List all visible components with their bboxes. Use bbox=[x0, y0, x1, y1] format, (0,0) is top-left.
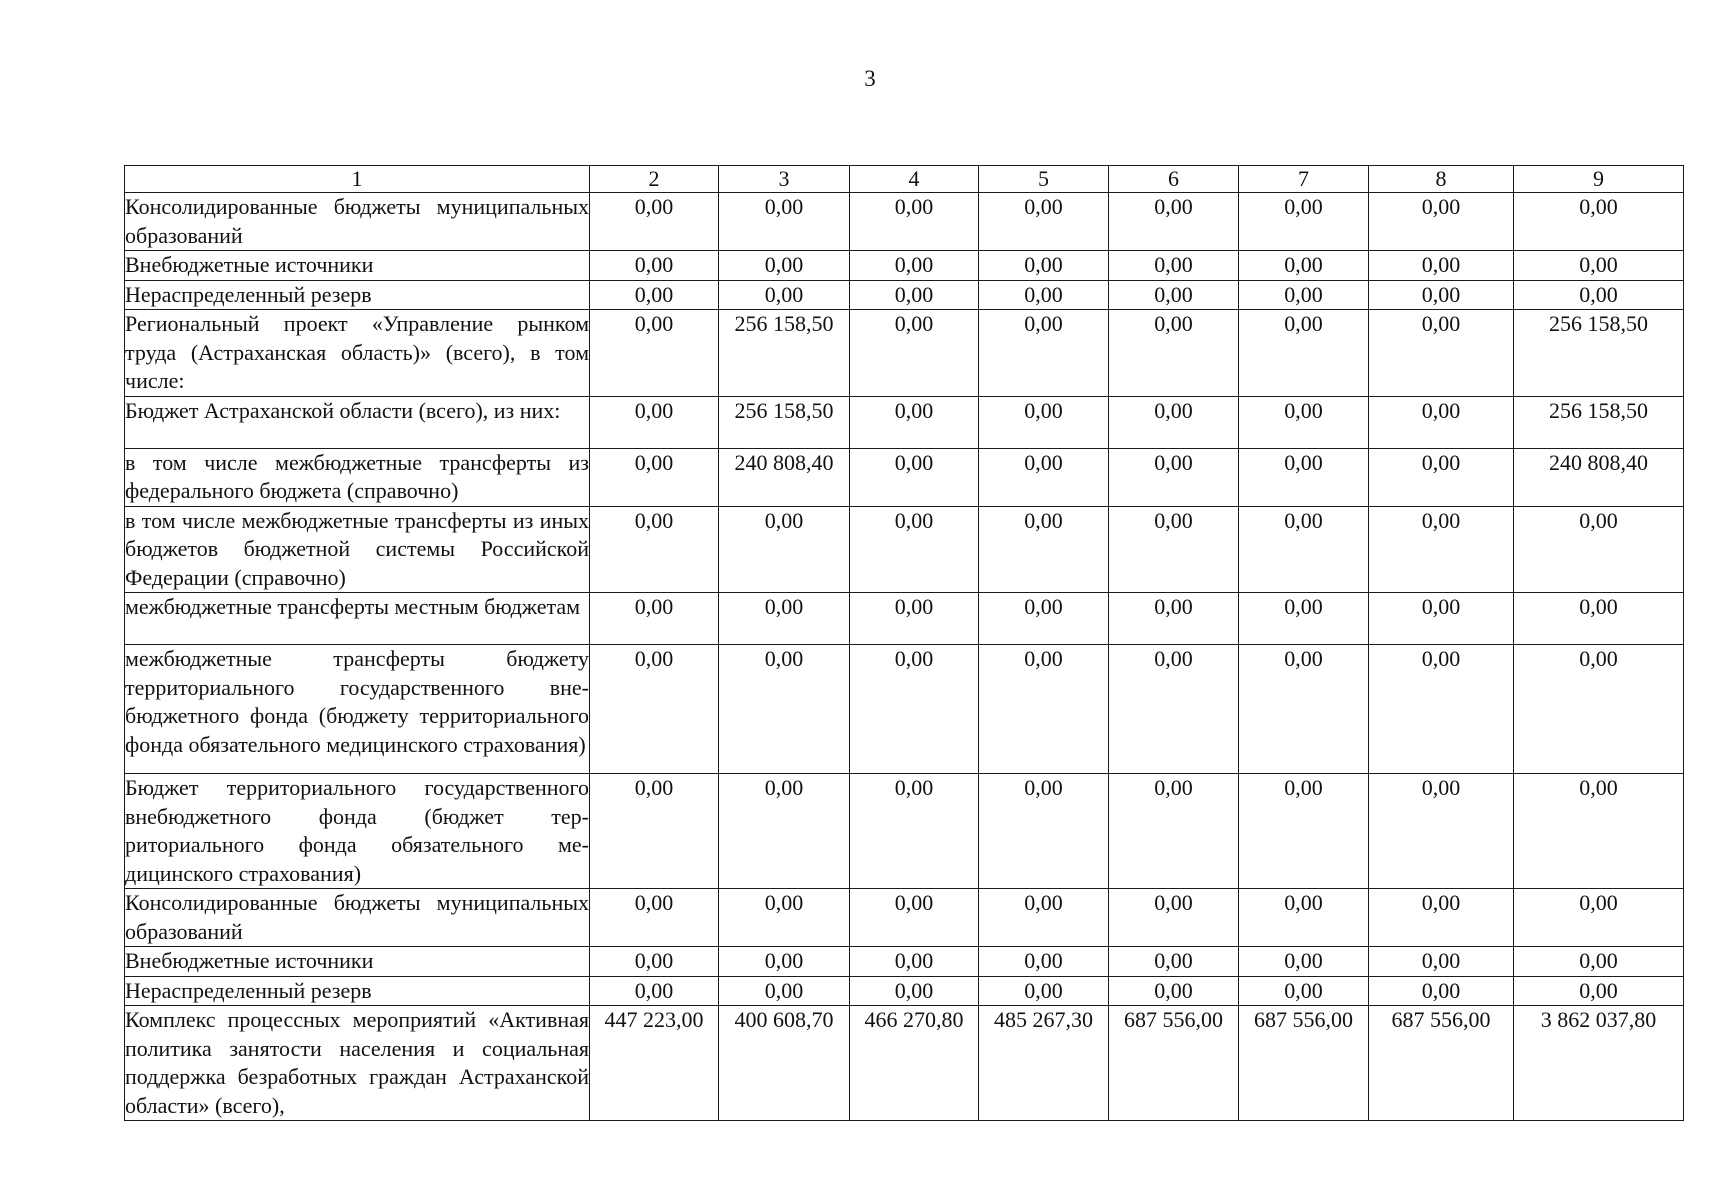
cell-value: 0,00 bbox=[1514, 889, 1684, 947]
cell-value: 0,00 bbox=[850, 396, 979, 448]
cell-value: 0,00 bbox=[979, 889, 1109, 947]
table-row bbox=[125, 889, 1684, 947]
column-header-3: 3 bbox=[719, 166, 850, 193]
cell-value: 0,00 bbox=[1109, 193, 1239, 251]
table-body bbox=[125, 193, 1684, 1121]
cell-value: 0,00 bbox=[1369, 396, 1514, 448]
cell-value: 0,00 bbox=[1514, 645, 1684, 774]
cell-value: 0,00 bbox=[590, 506, 719, 593]
cell-value: 0,00 bbox=[850, 251, 979, 281]
cell-value: 256 158,50 bbox=[1514, 310, 1684, 397]
table-row bbox=[125, 1006, 1684, 1121]
row-label: в том числе межбюджетные трансферты из федерального бюджета (справочно) bbox=[125, 448, 590, 506]
cell-value: 240 808,40 bbox=[1514, 448, 1684, 506]
table-row bbox=[125, 396, 1684, 448]
cell-value: 0,00 bbox=[1239, 774, 1369, 889]
column-header-9: 9 bbox=[1514, 166, 1684, 193]
cell-value: 0,00 bbox=[1514, 251, 1684, 281]
cell-value: 0,00 bbox=[719, 193, 850, 251]
cell-value: 0,00 bbox=[1109, 396, 1239, 448]
cell-value: 0,00 bbox=[1109, 506, 1239, 593]
cell-value: 0,00 bbox=[850, 448, 979, 506]
cell-value: 0,00 bbox=[719, 280, 850, 310]
column-header-5: 5 bbox=[979, 166, 1109, 193]
cell-value: 0,00 bbox=[719, 976, 850, 1006]
column-header-6: 6 bbox=[1109, 166, 1239, 193]
cell-value: 0,00 bbox=[1514, 976, 1684, 1006]
cell-value: 0,00 bbox=[719, 506, 850, 593]
cell-value: 0,00 bbox=[1514, 593, 1684, 645]
cell-value: 0,00 bbox=[719, 593, 850, 645]
page-number: 3 bbox=[864, 66, 876, 91]
row-label: Региональный проект «Управление рынком труда (Астраханская область)» (всего), в том числе: bbox=[125, 310, 590, 397]
cell-value: 256 158,50 bbox=[1514, 396, 1684, 448]
cell-value: 0,00 bbox=[719, 947, 850, 977]
cell-value: 0,00 bbox=[1109, 448, 1239, 506]
table-row bbox=[125, 251, 1684, 281]
cell-value: 256 158,50 bbox=[719, 310, 850, 397]
cell-value: 485 267,30 bbox=[979, 1006, 1109, 1121]
cell-value: 0,00 bbox=[1109, 976, 1239, 1006]
cell-value: 0,00 bbox=[1239, 889, 1369, 947]
cell-value: 0,00 bbox=[1239, 947, 1369, 977]
cell-value: 0,00 bbox=[1369, 889, 1514, 947]
cell-value: 0,00 bbox=[1514, 193, 1684, 251]
cell-value: 0,00 bbox=[1239, 593, 1369, 645]
cell-value: 0,00 bbox=[1369, 593, 1514, 645]
column-header-4: 4 bbox=[850, 166, 979, 193]
cell-value: 0,00 bbox=[1109, 280, 1239, 310]
cell-value: 0,00 bbox=[979, 251, 1109, 281]
cell-value: 0,00 bbox=[1239, 396, 1369, 448]
row-label: Комплекс процессных мероприятий «Активная политика занятости населения и социальная поддержка безработных граждан Астраханской области» (всего), bbox=[125, 1006, 590, 1121]
cell-value: 0,00 bbox=[1109, 774, 1239, 889]
cell-value: 0,00 bbox=[850, 947, 979, 977]
cell-value: 240 808,40 bbox=[719, 448, 850, 506]
row-label: межбюджетные трансферты местным бюджетам bbox=[125, 593, 590, 645]
cell-value: 0,00 bbox=[850, 310, 979, 397]
cell-value: 0,00 bbox=[590, 976, 719, 1006]
cell-value: 0,00 bbox=[850, 193, 979, 251]
row-label: Бюджет территориального государственного внебюджетного фонда (бюджет территориального фонда обязательного медицинского страхования) bbox=[125, 774, 590, 889]
row-label: межбюджетные трансферты бюджету территориального государственного внебюджетного фонда (бюджету территориального фонда обязательного медицинского страхования) bbox=[125, 645, 590, 774]
cell-value: 0,00 bbox=[1369, 976, 1514, 1006]
cell-value: 0,00 bbox=[1369, 193, 1514, 251]
cell-value: 0,00 bbox=[850, 506, 979, 593]
table-row bbox=[125, 193, 1684, 251]
cell-value: 0,00 bbox=[1109, 645, 1239, 774]
cell-value: 0,00 bbox=[979, 506, 1109, 593]
table-row bbox=[125, 593, 1684, 645]
row-label: Консолидированные бюджеты муниципальных образований bbox=[125, 193, 590, 251]
cell-value: 0,00 bbox=[850, 774, 979, 889]
table-row bbox=[125, 645, 1684, 774]
row-label: Внебюджетные источники bbox=[125, 947, 590, 977]
cell-value: 0,00 bbox=[1239, 251, 1369, 281]
cell-value: 0,00 bbox=[850, 593, 979, 645]
cell-value: 0,00 bbox=[590, 396, 719, 448]
row-label: Нераспределенный резерв bbox=[125, 280, 590, 310]
cell-value: 0,00 bbox=[1369, 251, 1514, 281]
cell-value: 0,00 bbox=[1109, 251, 1239, 281]
cell-value: 0,00 bbox=[1369, 310, 1514, 397]
cell-value: 0,00 bbox=[979, 645, 1109, 774]
row-label: Бюджет Астраханской области (всего), из них: bbox=[125, 396, 590, 448]
table-row bbox=[125, 976, 1684, 1006]
cell-value: 0,00 bbox=[979, 593, 1109, 645]
cell-value: 0,00 bbox=[1239, 310, 1369, 397]
cell-value: 0,00 bbox=[590, 251, 719, 281]
cell-value: 466 270,80 bbox=[850, 1006, 979, 1121]
table-row bbox=[125, 448, 1684, 506]
budget-table bbox=[124, 165, 1684, 1121]
cell-value: 0,00 bbox=[850, 280, 979, 310]
cell-value: 0,00 bbox=[1514, 280, 1684, 310]
cell-value: 0,00 bbox=[590, 889, 719, 947]
table-header bbox=[125, 166, 1684, 193]
cell-value: 0,00 bbox=[590, 448, 719, 506]
table-row bbox=[125, 310, 1684, 397]
column-header-7: 7 bbox=[1239, 166, 1369, 193]
cell-value: 0,00 bbox=[979, 280, 1109, 310]
cell-value: 0,00 bbox=[1109, 889, 1239, 947]
cell-value: 687 556,00 bbox=[1109, 1006, 1239, 1121]
row-label: Внебюджетные источники bbox=[125, 251, 590, 281]
cell-value: 0,00 bbox=[979, 448, 1109, 506]
table-row bbox=[125, 506, 1684, 593]
cell-value: 0,00 bbox=[1514, 506, 1684, 593]
cell-value: 0,00 bbox=[590, 645, 719, 774]
cell-value: 0,00 bbox=[979, 976, 1109, 1006]
cell-value: 0,00 bbox=[719, 251, 850, 281]
cell-value: 0,00 bbox=[850, 889, 979, 947]
header-row bbox=[125, 166, 1684, 193]
cell-value: 0,00 bbox=[979, 396, 1109, 448]
cell-value: 0,00 bbox=[590, 193, 719, 251]
cell-value: 0,00 bbox=[1369, 774, 1514, 889]
cell-value: 0,00 bbox=[719, 774, 850, 889]
cell-value: 0,00 bbox=[590, 774, 719, 889]
row-label: Нераспределенный резерв bbox=[125, 976, 590, 1006]
cell-value: 0,00 bbox=[1239, 976, 1369, 1006]
cell-value: 0,00 bbox=[590, 310, 719, 397]
cell-value: 0,00 bbox=[1239, 506, 1369, 593]
cell-value: 0,00 bbox=[1369, 280, 1514, 310]
cell-value: 0,00 bbox=[850, 976, 979, 1006]
row-label: Консолидированные бюджеты муниципальных образований bbox=[125, 889, 590, 947]
cell-value: 0,00 bbox=[1239, 280, 1369, 310]
cell-value: 0,00 bbox=[979, 193, 1109, 251]
cell-value: 0,00 bbox=[1239, 193, 1369, 251]
cell-value: 687 556,00 bbox=[1369, 1006, 1514, 1121]
cell-value: 0,00 bbox=[1109, 593, 1239, 645]
cell-value: 0,00 bbox=[850, 645, 979, 774]
row-label: в том числе межбюджетные трансферты из иных бюджетов бюджетной системы Российской Федерации (справочно) bbox=[125, 506, 590, 593]
table-row bbox=[125, 280, 1684, 310]
cell-value: 0,00 bbox=[1369, 448, 1514, 506]
cell-value: 0,00 bbox=[1369, 947, 1514, 977]
cell-value: 0,00 bbox=[590, 593, 719, 645]
cell-value: 0,00 bbox=[1109, 947, 1239, 977]
cell-value: 0,00 bbox=[1369, 506, 1514, 593]
cell-value: 447 223,00 bbox=[590, 1006, 719, 1121]
column-header-1: 1 bbox=[125, 166, 590, 193]
table-row bbox=[125, 947, 1684, 977]
cell-value: 0,00 bbox=[979, 947, 1109, 977]
cell-value: 0,00 bbox=[590, 947, 719, 977]
cell-value: 0,00 bbox=[979, 774, 1109, 889]
cell-value: 400 608,70 bbox=[719, 1006, 850, 1121]
cell-value: 256 158,50 bbox=[719, 396, 850, 448]
cell-value: 0,00 bbox=[979, 310, 1109, 397]
table-row bbox=[125, 774, 1684, 889]
column-header-8: 8 bbox=[1369, 166, 1514, 193]
cell-value: 0,00 bbox=[719, 645, 850, 774]
cell-value: 0,00 bbox=[1239, 448, 1369, 506]
cell-value: 0,00 bbox=[1514, 947, 1684, 977]
cell-value: 687 556,00 bbox=[1239, 1006, 1369, 1121]
cell-value: 0,00 bbox=[1109, 310, 1239, 397]
cell-value: 0,00 bbox=[1514, 774, 1684, 889]
cell-value: 0,00 bbox=[719, 889, 850, 947]
cell-value: 0,00 bbox=[1239, 645, 1369, 774]
cell-value: 0,00 bbox=[590, 280, 719, 310]
cell-value: 0,00 bbox=[1369, 645, 1514, 774]
column-header-2: 2 bbox=[590, 166, 719, 193]
cell-value: 3 862 037,80 bbox=[1514, 1006, 1684, 1121]
